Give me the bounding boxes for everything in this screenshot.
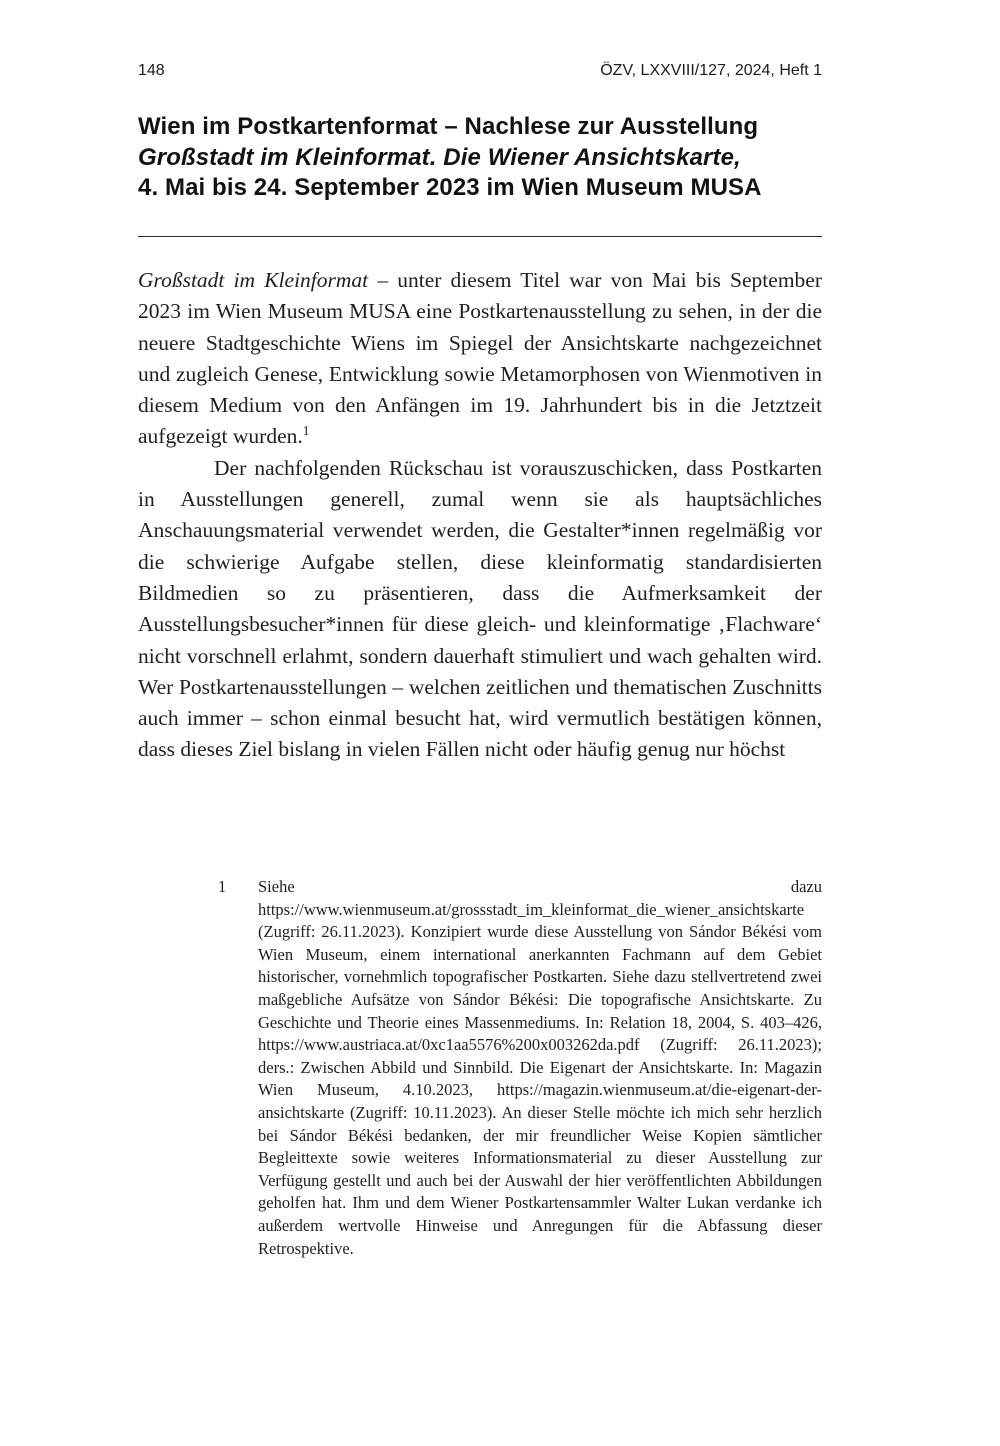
footnote-text: Siehe dazu https://www.wienmuseum.at/grossstadt_im_kleinformat_die_wiener_ansichtskarte (Zugriff: 26.11.2023). Konzipiert wurde diese Ausstellung von Sándor Békési vom Wien Museum, einem international anerkannten Fachmann auf dem Gebiet historischer, vornehmlich topografischer Postkarten. Siehe dazu stellvertretend zwei maßgebliche Aufsätze von Sándor Békési: Die topografische Ansichtskarte. Zu Geschichte und Theorie eines Massenmediums. In: Relation 18, 2004, S. 403–426, https://www.austriaca.at/0xc1aa5576%200x003262da.pdf (Zugriff: 26.11.2023); ders.: Zwischen Abbild und Sinnbild. Die Eigenart der Ansichtskarte. In: Magazin Wien Museum, 4.10.2023, https://magazin.wienmuseum.at/die-eigenart-der-ansichtskarte (Zugriff: 10.11.2023). An dieser Stelle möchte ich mich sehr herzlich bei Sándor Békési bedanken, der mir freundlicher Weise Kopien sämtlicher Begleittexte sowie weiteres Informationsmaterial zu dieser Ausstellung zur Verfügung gestellt und auch bei der Auswahl der hier veröffentlichten Abbildungen geholfen hat. Ihm und dem Wiener Postkartensammler Walter Lukan verdanke ich außerdem wertvolle Hinweise und Anregungen für die Abfassung dieser Retrospektive. [258,877,822,1258]
article-title-line-2: Großstadt im Kleinformat. Die Wiener Ansichtskarte, [138,143,741,171]
paragraph-1 [138,265,822,453]
footnote-ref-1: 1 [302,423,310,439]
paragraph-2: Der nachfolgenden Rückschau ist vorauszuschicken, dass Postkarten in Ausstellungen generell, zumal wenn sie als hauptsächliches Anschauungsmaterial verwendet werden, die Gestalter*innen regelmäßig vor die schwierige Aufgabe stellen, diese kleinformatig standardisierten Bildmedien so zu präsentieren, dass die Aufmerksamkeit der Ausstellungsbesucher*innen für diese gleich- und kleinformatige ‚Flachware‘ nicht vorschnell erlahmt, sondern dauerhaft stimuliert und wach gehalten wird. Wer Postkartenausstellungen – welchen zeitlichen und thematischen Zuschnitts auch immer – schon einmal besucht hat, wird vermutlich bestätigen können, dass dieses Ziel bislang in vielen Fällen nicht oder häufig genug nur höchst [138,455,822,762]
paragraph-1-text: – unter diesem Titel war von Mai bis September 2023 im Wien Museum MUSA eine Postkartenausstellung zu sehen, in der die neuere Stadtgeschichte Wiens im Spiegel der Ansichtskarte nachgezeichnet und zugleich Genese, Entwicklung sowie Metamorphosen von Wienmotiven in diesem Medium von den Anfängen im 19. Jahrhundert bis in die Jetztzeit aufgezeigt wurden. [138,268,822,449]
page-number: 148 [138,62,165,79]
footnote-1 [218,876,822,1260]
running-header [138,63,822,79]
title-divider [138,236,822,237]
journal-citation: ÖZV, LXXVIII/127, 2024, Heft 1 [600,62,822,79]
article-title-line-3: 4. Mai bis 24. September 2023 im Wien Museum MUSA [138,174,762,201]
article-title-line-1: Wien im Postkartenformat – Nachlese zur Ausstellung [138,113,759,140]
paragraph-1-italic-lead: Großstadt im Kleinformat [138,268,369,292]
article-body [138,265,822,766]
footnote-number: 1 [218,877,227,896]
article-title [138,112,822,204]
